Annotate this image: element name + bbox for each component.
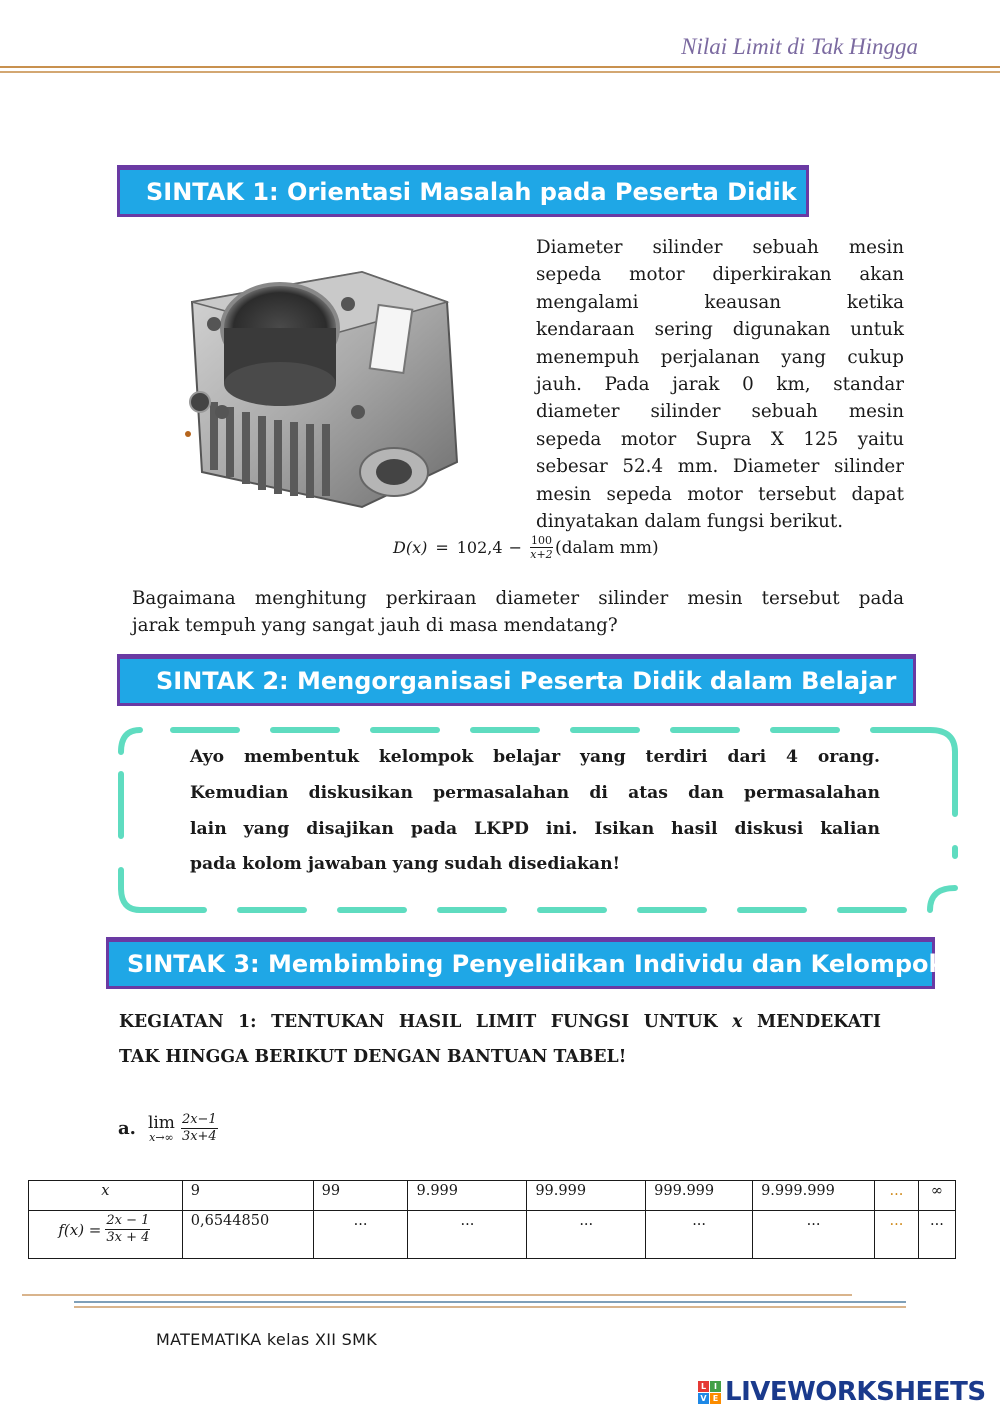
instruction-line: pada kolom jawaban yang sudah disediakan!	[190, 854, 621, 875]
logo-letter: L	[698, 1381, 709, 1392]
fx-expression	[37, 1213, 174, 1246]
table-cell-x: 99	[313, 1181, 408, 1211]
formula-numerator: 100	[530, 534, 552, 547]
kegiatan-text: KEGIATAN 1: TENTUKAN HASIL LIMIT FUNGSI UNTUK	[119, 1012, 718, 1032]
question-line: jarak tempuh yang sangat jauh di masa mendatang?	[132, 615, 618, 637]
footer-text: MATEMATIKA kelas XII SMK	[156, 1330, 377, 1349]
header-rule-bottom	[0, 71, 1000, 73]
footer-rule-top	[22, 1294, 852, 1296]
sintak1-title: SINTAK 1: Orientasi Masalah pada Peserta Didik	[146, 178, 797, 206]
limit-operator	[148, 1114, 175, 1144]
sintak1-banner	[117, 165, 809, 217]
paragraph-line: diameter silinder sebuah mesin	[536, 401, 904, 423]
formula-constant: 102,4	[456, 538, 503, 557]
question-paragraph	[132, 585, 904, 640]
table-cell-x: 9.999.999	[753, 1181, 875, 1211]
page-header-title: Nilai Limit di Tak Hingga	[681, 34, 918, 59]
table-cell-fx: 0,6544850	[182, 1211, 313, 1259]
table-cell-fx[interactable]: ...	[918, 1211, 955, 1259]
liveworksheets-brand: LIVEWORKSHEETS	[725, 1377, 986, 1407]
paragraph-line: sepeda motor diperkirakan akan	[536, 264, 904, 286]
table-cell-fx[interactable]: ...	[527, 1211, 646, 1259]
logo-letter: E	[710, 1393, 721, 1404]
limit-denominator: 3x+4	[181, 1129, 217, 1144]
limit-subscript: x→∞	[149, 1130, 174, 1144]
table-cell-x: 999.999	[646, 1181, 753, 1211]
table-cell-x: ...	[874, 1181, 918, 1211]
table-cell-x: 9.999	[408, 1181, 527, 1211]
table-row-fx	[29, 1211, 956, 1259]
problem-paragraph	[536, 234, 904, 535]
problem-a	[118, 1112, 220, 1145]
sintak2-banner	[117, 654, 916, 706]
fx-fraction	[105, 1213, 150, 1246]
sintak3-title: SINTAK 3: Membimbing Penyelidikan Individu dan Kelompok	[127, 950, 945, 978]
table-row-x	[29, 1181, 956, 1211]
paragraph-line: mesin sepeda motor tersebut dapat	[536, 483, 904, 505]
formula-minus: −	[508, 538, 522, 557]
fx-label: f(x) =	[58, 1220, 102, 1239]
header-rule-top	[0, 66, 1000, 68]
table-cell-fx[interactable]: ...	[408, 1211, 527, 1259]
paragraph-line: jauh. Pada jarak 0 km, standar	[536, 374, 904, 396]
table-header-fx	[29, 1211, 183, 1259]
fx-denominator: 3x + 4	[106, 1230, 150, 1245]
table-cell-x: 9	[182, 1181, 313, 1211]
footer-rule-bottom	[74, 1306, 906, 1308]
sintak3-banner	[106, 937, 945, 989]
formula-lhs: D(x)	[393, 538, 428, 557]
table-cell-fx[interactable]: ...	[313, 1211, 408, 1259]
liveworksheets-watermark[interactable]	[698, 1377, 986, 1407]
question-line: Bagaimana menghitung perkiraan diameter silinder mesin tersebut pada	[132, 588, 904, 609]
instruction-line: Ayo membentuk kelompok belajar yang terdiri dari 4 orang.	[190, 747, 880, 767]
sintak2-title: SINTAK 2: Mengorganisasi Peserta Didik dalam Belajar	[156, 667, 897, 695]
limit-table	[28, 1180, 956, 1259]
limit-word: lim	[147, 1112, 175, 1133]
paragraph-line: Diameter silinder sebuah mesin	[536, 237, 904, 258]
kegiatan-line-1	[119, 1005, 881, 1040]
instruction-line: Kemudian diskusikan permasalahan di atas dan permasalahan	[190, 782, 880, 803]
table-header-x: x	[29, 1181, 183, 1211]
table-cell-fx[interactable]: ...	[646, 1211, 753, 1259]
diameter-formula	[393, 534, 659, 561]
limit-fraction	[181, 1112, 218, 1145]
formula-equals: =	[435, 538, 449, 557]
kegiatan-line-2: TAK HINGGA BERIKUT DENGAN BANTUAN TABEL!	[119, 1047, 627, 1067]
fx-numerator: 2x − 1	[106, 1213, 150, 1228]
instruction-line: lain yang disajikan pada LKPD ini. Isikan hasil diskusi kalian	[190, 818, 880, 839]
paragraph-line: mengalami keausan ketika	[536, 291, 904, 313]
paragraph-line: sebesar 52.4 mm. Diameter silinder	[536, 456, 904, 478]
paragraph-line: menempuh perjalanan yang cukup	[536, 346, 904, 368]
discussion-instruction	[190, 740, 880, 883]
paragraph-line: dinyatakan dalam fungsi berikut.	[536, 511, 844, 533]
engine-cylinder-image	[162, 262, 480, 524]
table-cell-x: ∞	[918, 1181, 955, 1211]
limit-numerator: 2x−1	[181, 1112, 217, 1127]
table-cell-fx: ...	[874, 1211, 918, 1259]
kegiatan-variable: x	[732, 1012, 743, 1032]
kegiatan-heading	[119, 1005, 881, 1075]
formula-unit: (dalam mm)	[554, 537, 659, 558]
formula-denominator: x+2	[530, 548, 553, 561]
problem-label: a.	[118, 1118, 136, 1139]
liveworksheets-logo-icon	[698, 1381, 721, 1404]
logo-letter: I	[710, 1381, 721, 1392]
paragraph-line: kendaraan sering digunakan untuk	[536, 319, 904, 341]
table-cell-x: 99.999	[527, 1181, 646, 1211]
footer-rule-mid	[74, 1301, 906, 1303]
table-cell-fx[interactable]: ...	[753, 1211, 875, 1259]
kegiatan-text: MENDEKATI	[757, 1012, 881, 1032]
paragraph-line: sepeda motor Supra X 125 yaitu	[536, 428, 904, 450]
formula-fraction	[530, 534, 553, 561]
logo-letter: V	[698, 1393, 709, 1404]
